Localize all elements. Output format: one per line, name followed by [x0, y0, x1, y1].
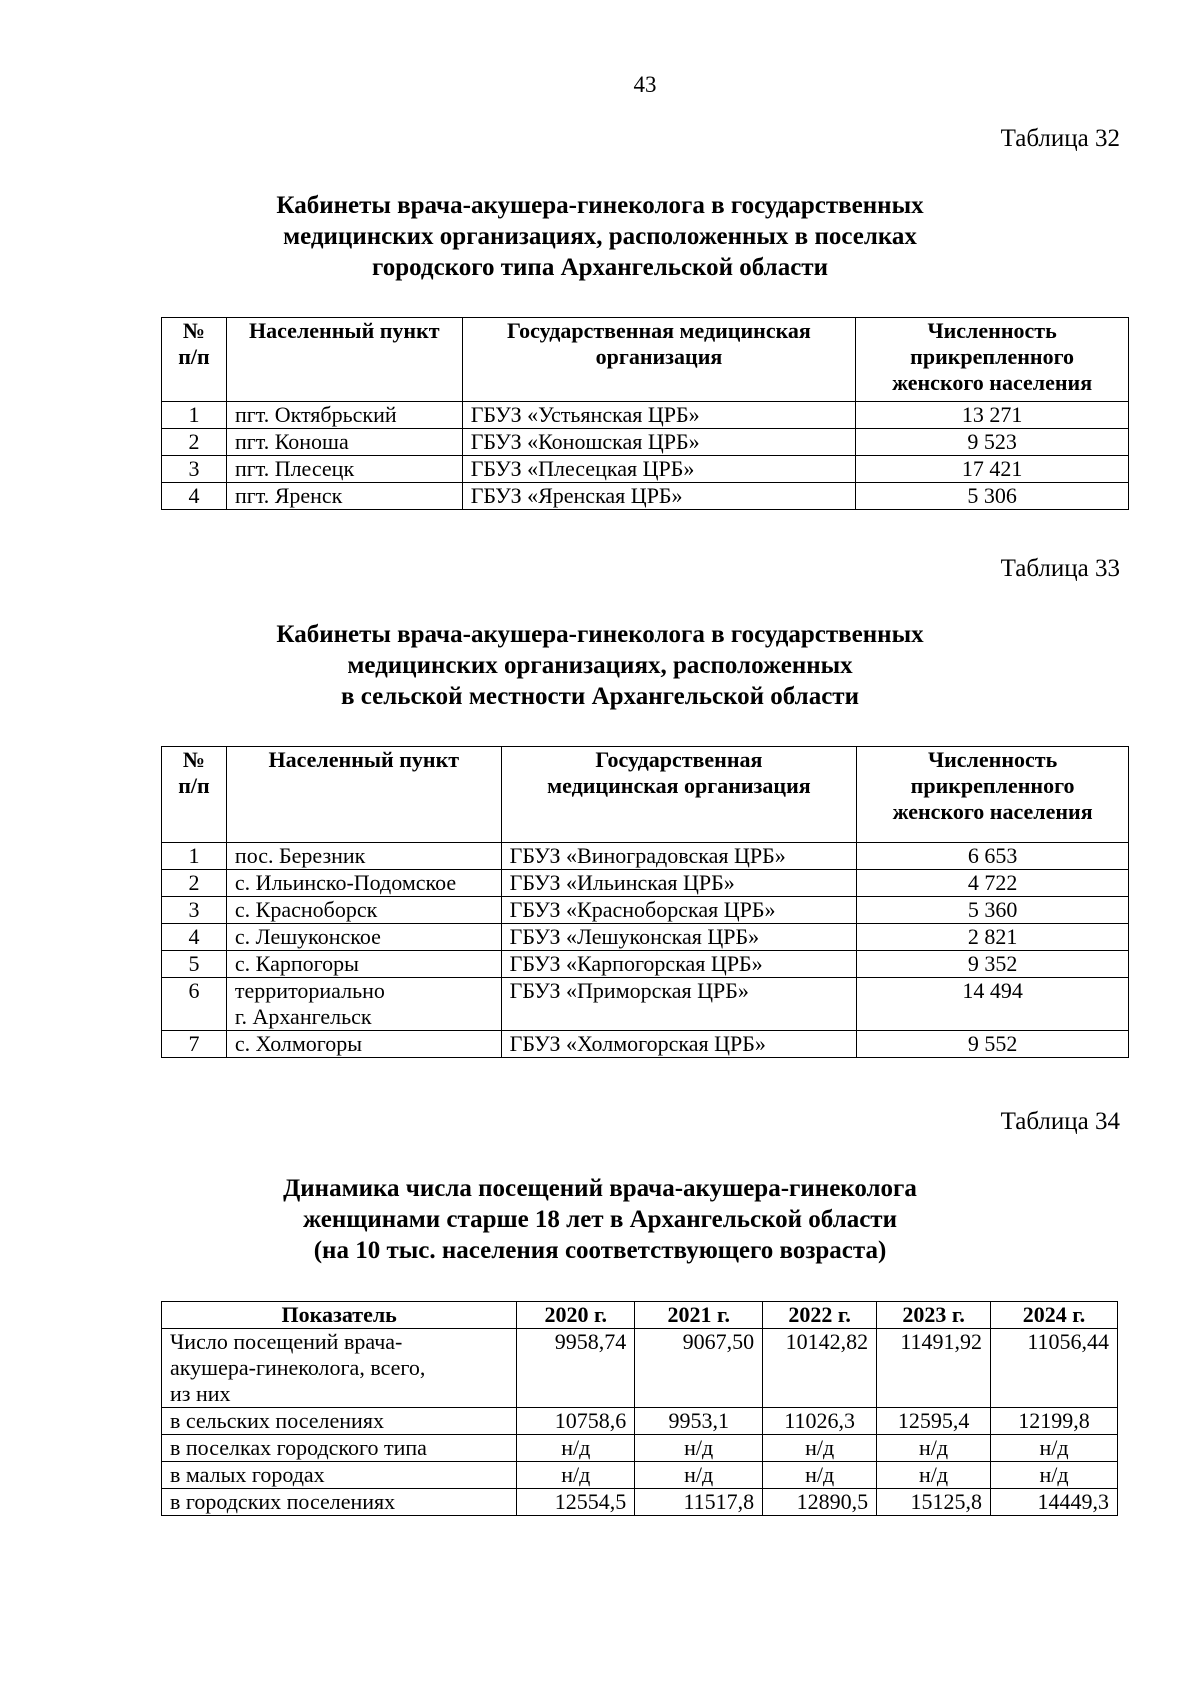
cell-2021: 11517,8 [635, 1489, 763, 1516]
header-2023: 2023 г. [877, 1302, 991, 1329]
table-row [162, 1408, 1118, 1435]
cell-indicator: в сельских поселениях [162, 1408, 517, 1435]
table-row [162, 1462, 1118, 1489]
title-line: женщинами старше 18 лет в Архангельской области [303, 1206, 897, 1233]
header-2020: 2020 г. [517, 1302, 635, 1329]
cell-num: 3 [162, 456, 227, 483]
title-line: Кабинеты врача-акушера-гинеколога в государственных [276, 621, 924, 648]
cell-2021: н/д [635, 1435, 763, 1462]
cell-org: ГБУЗ «Устьянская ЦРБ» [462, 402, 856, 429]
table32-label: Таблица 32 [1000, 125, 1120, 152]
table32-title [150, 190, 1050, 283]
cell-2022: 12890,5 [763, 1489, 877, 1516]
table-row [162, 483, 1129, 510]
cell-2023: 11491,92 [877, 1329, 991, 1408]
header-org: Государственная медицинская организация [501, 747, 857, 843]
cell-2020: 10758,6 [517, 1408, 635, 1435]
cell-2023: 15125,8 [877, 1489, 991, 1516]
table34-label: Таблица 34 [1000, 1108, 1120, 1135]
header-2021: 2021 г. [635, 1302, 763, 1329]
cell-pop: 14 494 [857, 978, 1129, 1031]
cell-indicator: в малых городах [162, 1462, 517, 1489]
cell-2024: 14449,3 [991, 1489, 1118, 1516]
cell-place: пгт. Коноша [226, 429, 462, 456]
table33-title [150, 619, 1050, 712]
cell-pop: 13 271 [856, 402, 1129, 429]
cell-org: ГБУЗ «Плесецкая ЦРБ» [462, 456, 856, 483]
cell-pop: 9 352 [857, 951, 1129, 978]
cell-place: пгт. Октябрьский [226, 402, 462, 429]
cell-2023: 12595,4 [877, 1408, 991, 1435]
cell-pop: 9 552 [857, 1031, 1129, 1058]
title-line: (на 10 тыс. населения соответствующего возраста) [313, 1237, 887, 1264]
title-line: Кабинеты врача-акушера-гинеколога в государственных [276, 192, 924, 219]
table-header-row [162, 318, 1129, 402]
cell-num: 2 [162, 429, 227, 456]
header-place: Населенный пункт [226, 747, 501, 843]
title-line: медицинских организациях, расположенных в поселках [283, 223, 917, 250]
cell-place: территориально г. Архангельск [226, 978, 501, 1031]
cell-indicator: в поселках городского типа [162, 1435, 517, 1462]
header-place: Населенный пункт [226, 318, 462, 402]
cell-2024: н/д [991, 1462, 1118, 1489]
cell-2020: 9958,74 [517, 1329, 635, 1408]
cell-2022: 11026,3 [763, 1408, 877, 1435]
title-line: Динамика числа посещений врача-акушера-гинеколога [283, 1175, 917, 1202]
title-line: городского типа Архангельской области [372, 254, 828, 281]
table-header-row [162, 1302, 1118, 1329]
header-org: Государственная медицинская организация [462, 318, 856, 402]
header-2022: 2022 г. [763, 1302, 877, 1329]
cell-org: ГБУЗ «Красноборская ЦРБ» [501, 897, 857, 924]
cell-2020: н/д [517, 1462, 635, 1489]
cell-num: 6 [162, 978, 227, 1031]
cell-num: 4 [162, 924, 227, 951]
table33-label: Таблица 33 [1000, 555, 1120, 582]
cell-num: 2 [162, 870, 227, 897]
table-row [162, 897, 1129, 924]
cell-indicator: Число посещений врача- акушера-гинеколога, всего, из них [162, 1329, 517, 1408]
cell-place: с. Карпогоры [226, 951, 501, 978]
cell-place: с. Холмогоры [226, 1031, 501, 1058]
cell-2023: н/д [877, 1462, 991, 1489]
cell-num: 3 [162, 897, 227, 924]
cell-2024: н/д [991, 1435, 1118, 1462]
cell-2024: 11056,44 [991, 1329, 1118, 1408]
cell-num: 5 [162, 951, 227, 978]
cell-2021: н/д [635, 1462, 763, 1489]
table-row [162, 951, 1129, 978]
title-line: в сельской местности Архангельской области [341, 683, 859, 710]
cell-org: ГБУЗ «Яренская ЦРБ» [462, 483, 856, 510]
cell-2021: 9953,1 [635, 1408, 763, 1435]
header-pop: Численность прикрепленного женского населения [856, 318, 1129, 402]
cell-pop: 2 821 [857, 924, 1129, 951]
cell-org: ГБУЗ «Холмогорская ЦРБ» [501, 1031, 857, 1058]
cell-indicator: в городских поселениях [162, 1489, 517, 1516]
cell-2023: н/д [877, 1435, 991, 1462]
table-header-row [162, 747, 1129, 843]
cell-place: пгт. Плесецк [226, 456, 462, 483]
cell-pop: 17 421 [856, 456, 1129, 483]
cell-place: с. Лешуконское [226, 924, 501, 951]
cell-2022: н/д [763, 1435, 877, 1462]
cell-pop: 6 653 [857, 843, 1129, 870]
header-indicator: Показатель [162, 1302, 517, 1329]
cell-org: ГБУЗ «Виноградовская ЦРБ» [501, 843, 857, 870]
table33 [161, 746, 1129, 1058]
cell-place: пос. Березник [226, 843, 501, 870]
cell-place: с. Ильинско-Подомское [226, 870, 501, 897]
cell-2022: н/д [763, 1462, 877, 1489]
table-row [162, 1329, 1118, 1408]
table-row [162, 924, 1129, 951]
cell-2021: 9067,50 [635, 1329, 763, 1408]
cell-num: 1 [162, 402, 227, 429]
cell-pop: 5 360 [857, 897, 1129, 924]
cell-pop: 5 306 [856, 483, 1129, 510]
table-row [162, 402, 1129, 429]
header-num: № п/п [162, 747, 227, 843]
cell-org: ГБУЗ «Карпогорская ЦРБ» [501, 951, 857, 978]
cell-pop: 4 722 [857, 870, 1129, 897]
cell-num: 4 [162, 483, 227, 510]
cell-place: пгт. Яренск [226, 483, 462, 510]
table-row [162, 978, 1129, 1031]
header-2024: 2024 г. [991, 1302, 1118, 1329]
cell-num: 7 [162, 1031, 227, 1058]
cell-org: ГБУЗ «Коношская ЦРБ» [462, 429, 856, 456]
table-row [162, 1031, 1129, 1058]
cell-pop: 9 523 [856, 429, 1129, 456]
cell-2022: 10142,82 [763, 1329, 877, 1408]
header-num: № п/п [162, 318, 227, 402]
cell-2024: 12199,8 [991, 1408, 1118, 1435]
cell-2020: н/д [517, 1435, 635, 1462]
cell-place: с. Красноборск [226, 897, 501, 924]
page-number: 43 [633, 72, 657, 97]
cell-2020: 12554,5 [517, 1489, 635, 1516]
table-row [162, 1435, 1118, 1462]
table32 [161, 317, 1129, 510]
header-pop: Численность прикрепленного женского населения [857, 747, 1129, 843]
cell-org: ГБУЗ «Приморская ЦРБ» [501, 978, 857, 1031]
table-row [162, 456, 1129, 483]
table-row [162, 843, 1129, 870]
table-row [162, 870, 1129, 897]
cell-num: 1 [162, 843, 227, 870]
table-row [162, 429, 1129, 456]
table34 [161, 1301, 1118, 1516]
title-line: медицинских организациях, расположенных [347, 652, 853, 679]
cell-org: ГБУЗ «Лешуконская ЦРБ» [501, 924, 857, 951]
table-row [162, 1489, 1118, 1516]
table34-title [150, 1173, 1050, 1266]
cell-org: ГБУЗ «Ильинская ЦРБ» [501, 870, 857, 897]
